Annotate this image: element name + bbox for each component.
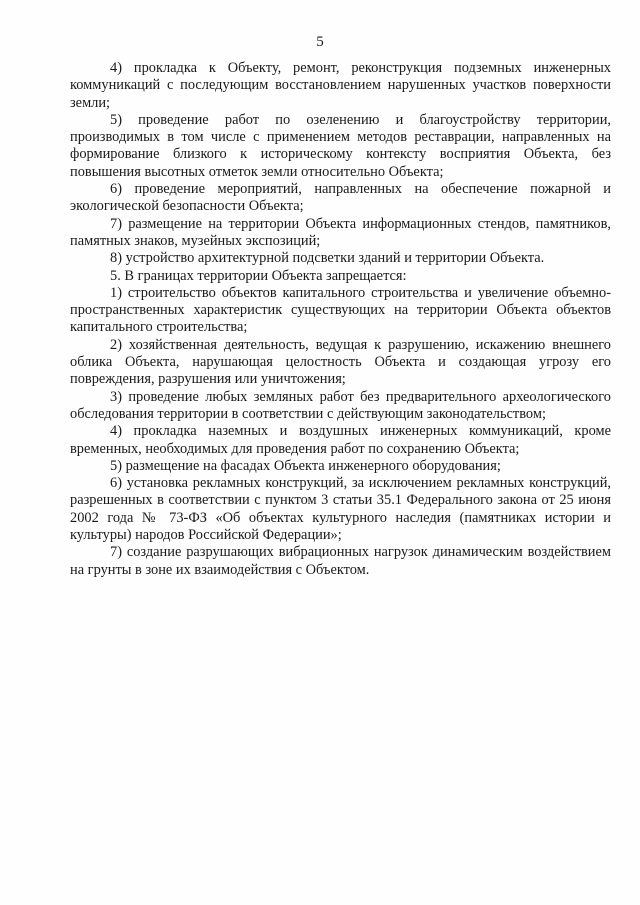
paragraph-prohibited-7-vibration: 7) создание разрушающих вибрационных нагрузок динамическим воздействием на грунты в зоне их взаимодействия с Объектом.	[70, 544, 611, 578]
paragraph-item-5-landscaping: 5) проведение работ по озеленению и благоустройству территории, производимых в том числе с применением методов реставрации, направленных на формирование близкого к историческому контексту восприятия Объекта, без повышения высотных отметок земли относительно Объекта;	[70, 111, 611, 180]
paragraph-prohibited-5-facade-equipment: 5) размещение на фасадах Объекта инженерного оборудования;	[110, 457, 501, 474]
paragraph-item-8-lighting: 8) устройство архитектурной подсветки зданий и территории Объекта.	[110, 250, 545, 267]
paragraph-prohibited-4-overhead-utilities: 4) прокладка наземных и воздушных инженерных коммуникаций, кроме временных, необходимых для проведения работ по сохранению Объекта;	[70, 423, 611, 457]
paragraph-item-7-info-stands: 7) размещение на территории Объекта информационных стендов, памятников, памятных знаков, музейных экспозиций;	[70, 215, 611, 249]
paragraph-item-6-fire-safety: 6) проведение мероприятий, направленных на обеспечение пожарной и экологической безопасности Объекта;	[70, 181, 611, 215]
paragraph-prohibited-1-construction: 1) строительство объектов капитального строительства и увеличение объемно-пространственных характеристик существующих на территории Объекта объектов капитального строительства;	[70, 284, 611, 336]
paragraph-prohibited-6-advertising: 6) установка рекламных конструкций, за исключением рекламных конструкций, разрешенных в соответствии с пунктом 3 статьи 35.1 Федерального закона от 25 июня 2002 года № 73-ФЗ «Об объектах культурного наследия (памятниках истории и культуры) народов Российской Федерации»;	[70, 475, 611, 544]
paragraph-item-4-underground-utilities: 4) прокладка к Объекту, ремонт, реконструкция подземных инженерных коммуникаций с последующим восстановлением нарушенных участков поверхности земли;	[70, 60, 611, 111]
paragraph-prohibited-2-economic-activity: 2) хозяйственная деятельность, ведущая к разрушению, искажению внешнего облика Объекта, нарушающая целостность Объекта и создающая угрозу его повреждения, разрушения или уничтожения;	[70, 336, 611, 388]
page-number: 5	[316, 34, 324, 50]
document-body	[70, 60, 611, 579]
section-5-heading: 5. В границах территории Объекта запрещается:	[110, 267, 407, 284]
paragraph-prohibited-3-earthworks: 3) проведение любых земляных работ без предварительного археологического обследования территории в соответствии с действующим законодательством;	[70, 388, 611, 422]
